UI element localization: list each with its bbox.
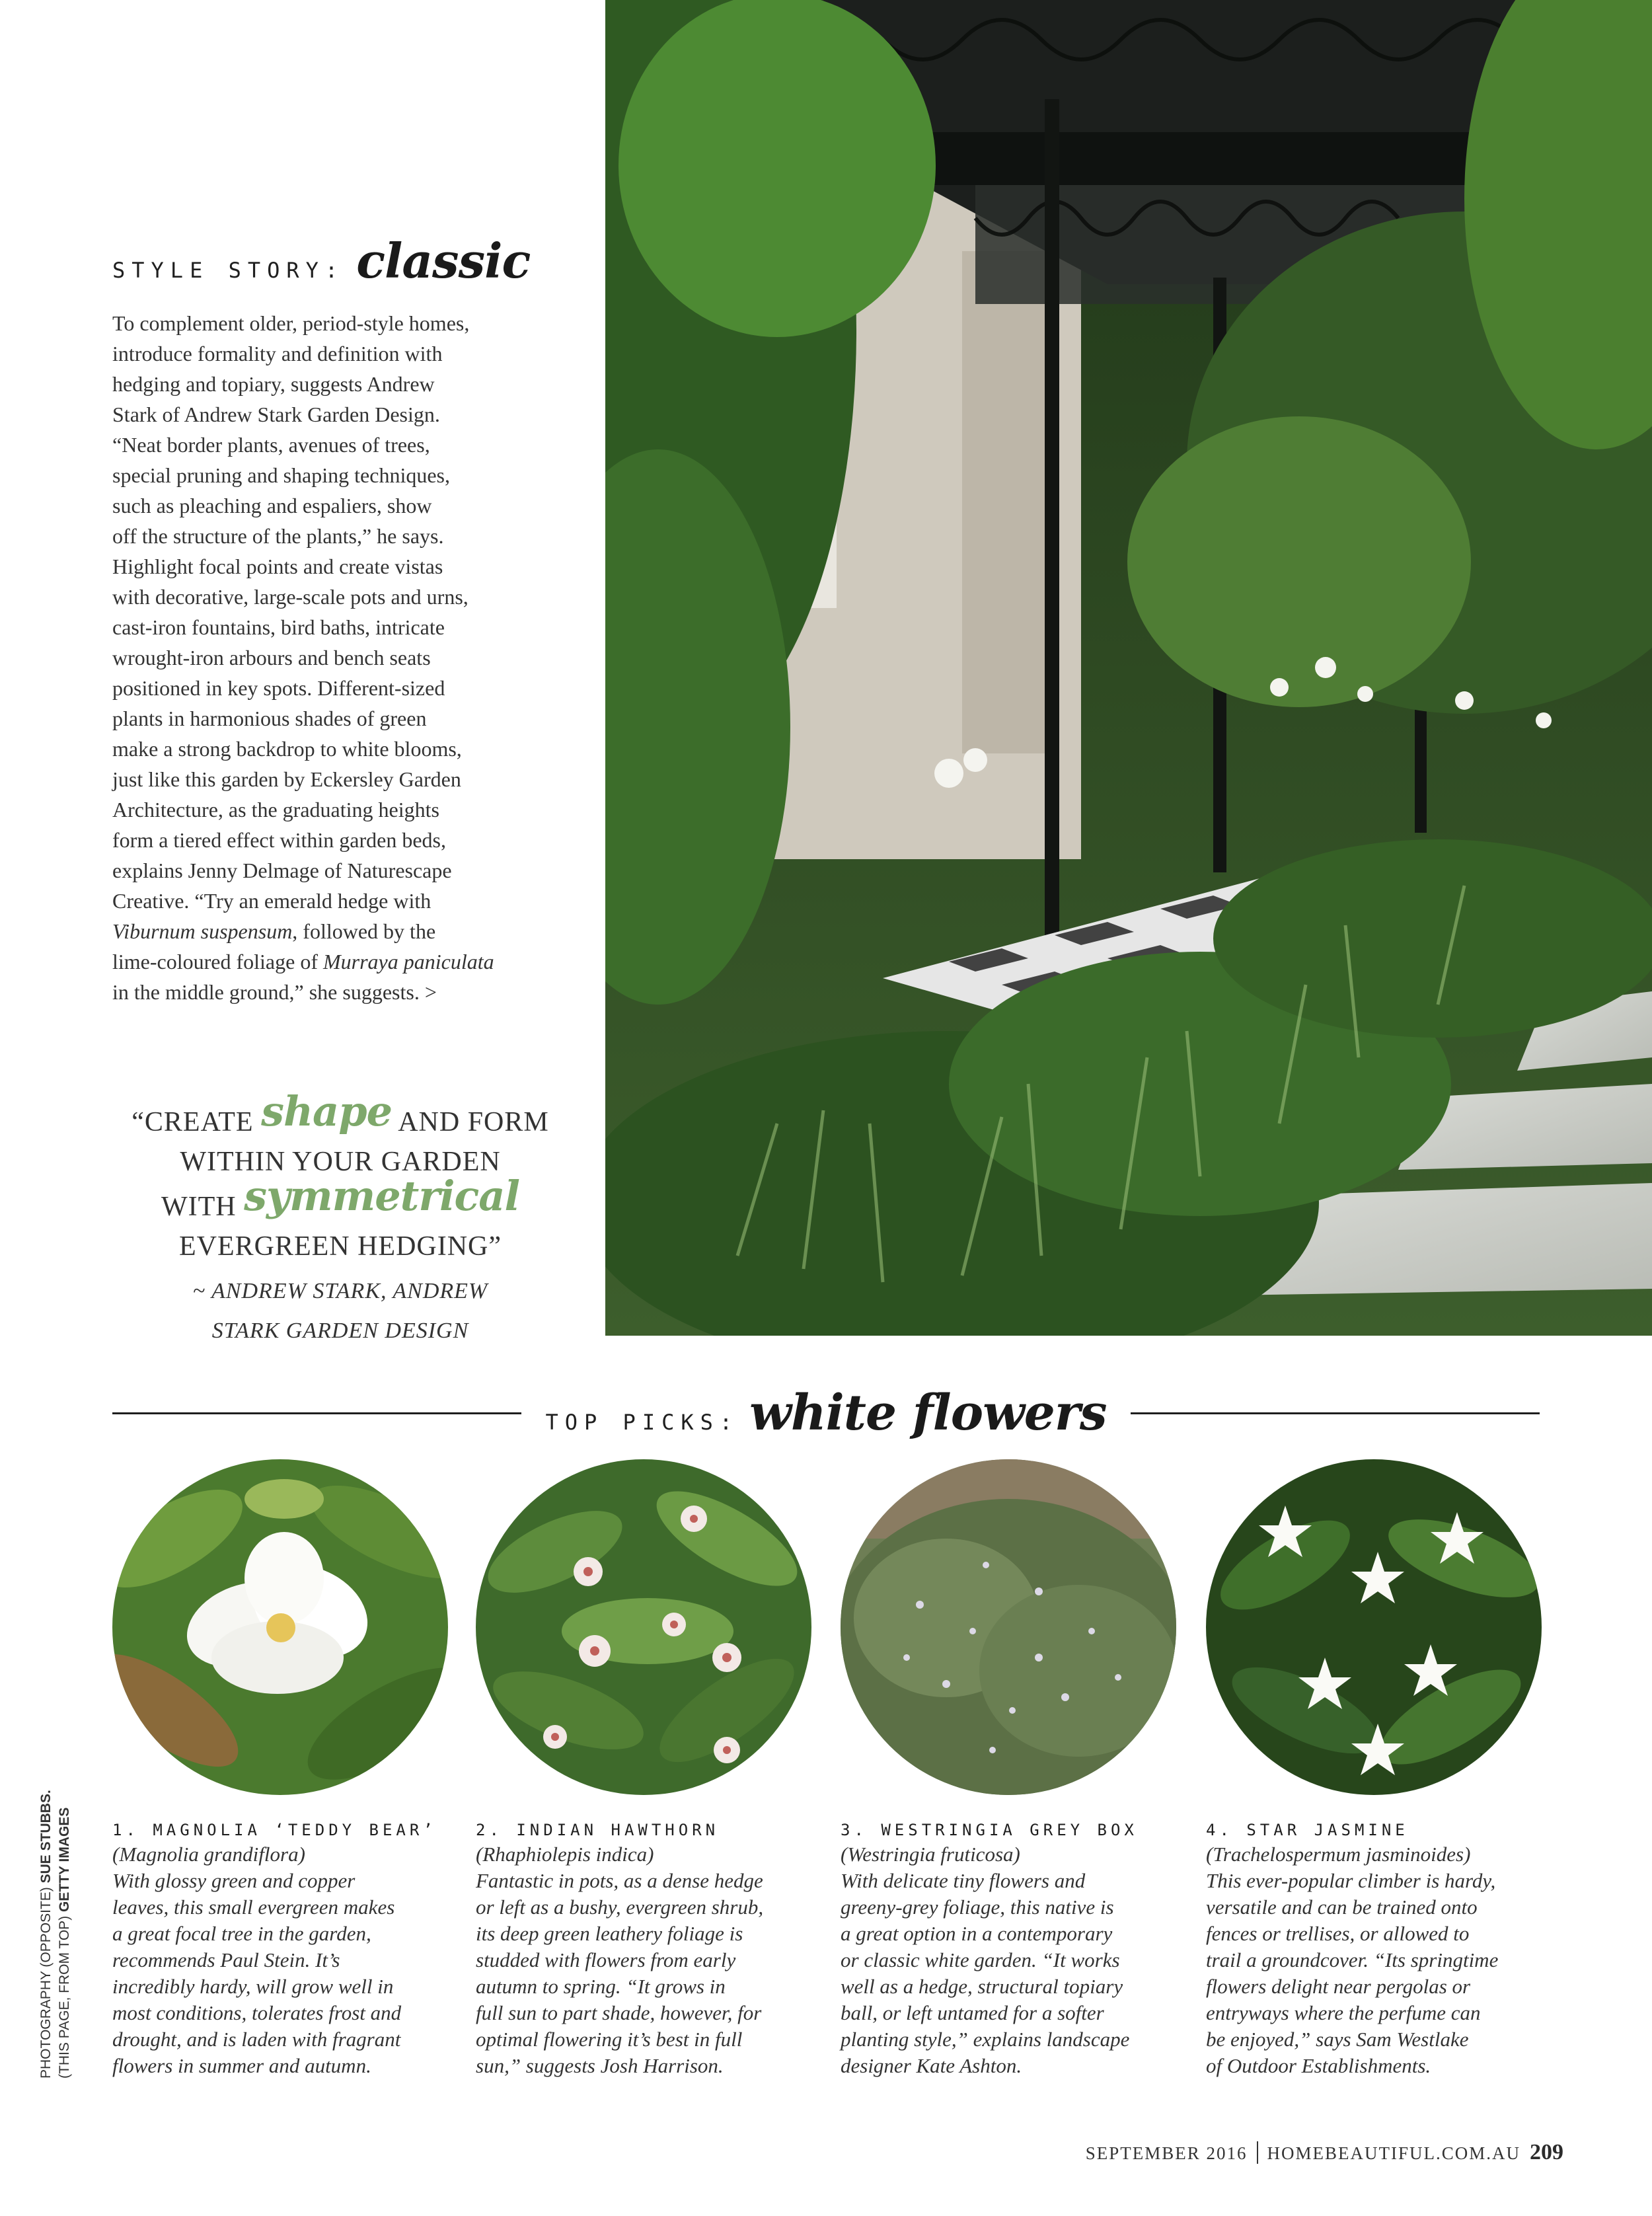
footer-separator bbox=[1257, 2141, 1258, 2164]
top-picks-label: TOP PICKS: bbox=[545, 1410, 739, 1435]
pick-star-jasmine bbox=[1206, 1459, 1550, 2079]
pull-quote-script-symmetrical: symmetrical bbox=[244, 1172, 520, 1220]
hero-garden-photo bbox=[605, 0, 1652, 1336]
credit-name: GETTY IMAGES bbox=[57, 1807, 72, 1912]
style-story-heading bbox=[112, 233, 568, 293]
body-text-part: in the middle ground,” she suggests. > bbox=[112, 980, 437, 1004]
pick-latin-name: (Trachelospermum jasminoides) bbox=[1206, 1843, 1471, 1866]
body-text-part: , followed by the lime-coloured foliage of bbox=[112, 919, 436, 974]
photo-credit bbox=[37, 1790, 74, 2079]
style-story-section bbox=[112, 233, 568, 1007]
pull-quote-line-3 bbox=[112, 1172, 568, 1227]
pull-quote-text: “CREATE bbox=[131, 1107, 254, 1137]
pull-quote-text: AND FORM bbox=[398, 1107, 549, 1137]
pick-latin-name: (Magnolia grandiflora) bbox=[112, 1843, 305, 1866]
pull-quote-line-2: WITHIN YOUR GARDEN bbox=[180, 1147, 501, 1177]
page-number: 209 bbox=[1530, 2140, 1563, 2164]
magnolia-photo bbox=[112, 1459, 448, 1795]
star-jasmine-photo bbox=[1206, 1459, 1542, 1795]
photo-credit-line-2 bbox=[56, 1790, 74, 2079]
pick-description: With delicate tiny flowers and greeny-grey foliage, this native is a great option in a contemporary or classic white garden. “It works well as a hedge, structural topiary ball, or left untamed for a softer planting style,” explains landscape designer Kate Ashton. bbox=[841, 1869, 1130, 2077]
pick-latin-name: (Westringia fruticosa) bbox=[841, 1843, 1020, 1866]
top-picks-heading bbox=[112, 1380, 1540, 1446]
pull-quote-attribution-line: STARK GARDEN DESIGN bbox=[211, 1318, 469, 1343]
pick-description: Fantastic in pots, as a dense hedge or left as a bushy, evergreen shrub, its deep green leathery foliage is studded with flowers from early autumn to spring. “It grows in full sun to part shade, however, for optimal flowering it’s best in full sun,” suggests Josh Harrison. bbox=[476, 1869, 764, 2077]
pull-quote-script-shape: shape bbox=[261, 1087, 393, 1135]
pull-quote-attribution-line: ~ ANDREW STARK, ANDREW bbox=[192, 1279, 488, 1303]
heading-rule-left bbox=[112, 1412, 521, 1414]
pull-quote-text: WITH bbox=[161, 1192, 237, 1222]
pick-title: 2. INDIAN HAWTHORN bbox=[476, 1821, 720, 1839]
pick-magnolia bbox=[112, 1459, 456, 2079]
photo-credit-line-1 bbox=[37, 1790, 56, 2079]
style-story-body bbox=[112, 308, 568, 1007]
pick-westringia-grey-box bbox=[841, 1459, 1184, 2079]
pick-description: With glossy green and copper leaves, this small evergreen makes a great focal tree in the garden, recommends Paul Stein. It’s incredibly hardy, will grow well in most conditions, tolerates frost and drought, and is laden with fragrant flowers in summer and autumn. bbox=[112, 1869, 402, 2077]
style-story-label: STYLE STORY: bbox=[112, 258, 345, 283]
page-footer bbox=[1086, 2140, 1563, 2165]
indian-hawthorn-photo bbox=[476, 1459, 811, 1795]
credit-name: SUE STUBBS. bbox=[38, 1790, 54, 1884]
heading-rule-right bbox=[1131, 1412, 1540, 1414]
footer-website: HOMEBEAUTIFUL.COM.AU bbox=[1267, 2143, 1521, 2163]
top-picks-script-word: white flowers bbox=[749, 1385, 1107, 1441]
indian-hawthorn-flower-image bbox=[476, 1459, 811, 1795]
top-picks-title bbox=[521, 1385, 1130, 1441]
pull-quote-line-1 bbox=[112, 1087, 568, 1142]
magnolia-flower-image bbox=[112, 1459, 448, 1795]
westringia-photo bbox=[841, 1459, 1176, 1795]
pick-title: 1. MAGNOLIA ‘TEDDY BEAR’ bbox=[112, 1821, 437, 1839]
garden-veranda-image bbox=[605, 0, 1652, 1336]
pick-title: 3. WESTRINGIA GREY BOX bbox=[841, 1821, 1138, 1839]
westringia-shrub-image bbox=[841, 1459, 1176, 1795]
body-text-part: To complement older, period-style homes, introduce formality and definition with hedging and topiary, suggests Andrew Stark of Andrew Stark Garden Design. “Neat border plants, avenues of trees, special pruning and shaping techniques, such as pleaching and espaliers, show off the structure of the plants,” he says. Highlight focal points and create vistas with decorative, large-scale pots and urns, cast-iron fountains, bird baths, intricate wrought-iron arbours and bench seats positioned in key spots. Different-sized plants in harmonious shades of green make a strong backdrop to white blooms, just like this garden by Eckersley Garden Architecture, as the graduating heights form a tiered effect within garden beds, explains Jenny Delmage of Naturescape Creative. “Try an emerald hedge with bbox=[112, 311, 470, 913]
pull-quote-attribution bbox=[112, 1272, 568, 1351]
pick-description: This ever-popular climber is hardy, versatile and can be trained onto fences or trellises, or allowed to trail a groundcover. “Its springtime flowers delight near pergolas or entryways where the perfume can be enjoyed,” says Sam Westlake of Outdoor Establishments. bbox=[1206, 1869, 1499, 2077]
credit-text: PHOTOGRAPHY (OPPOSITE) bbox=[38, 1883, 54, 2079]
pull-quote bbox=[112, 1087, 568, 1351]
body-text-italic: Viburnum suspensum bbox=[112, 919, 293, 943]
body-text-italic: Murraya paniculata bbox=[322, 950, 494, 974]
style-story-script-word: classic bbox=[356, 233, 531, 289]
star-jasmine-flower-image bbox=[1206, 1459, 1542, 1795]
pick-indian-hawthorn bbox=[476, 1459, 819, 2079]
credit-text: (THIS PAGE, FROM TOP) bbox=[57, 1911, 72, 2079]
pick-title: 4. STAR JASMINE bbox=[1206, 1821, 1409, 1839]
pull-quote-line-4: EVERGREEN HEDGING” bbox=[178, 1231, 502, 1262]
pick-latin-name: (Rhaphiolepis indica) bbox=[476, 1843, 654, 1866]
footer-date: SEPTEMBER 2016 bbox=[1085, 2143, 1248, 2163]
